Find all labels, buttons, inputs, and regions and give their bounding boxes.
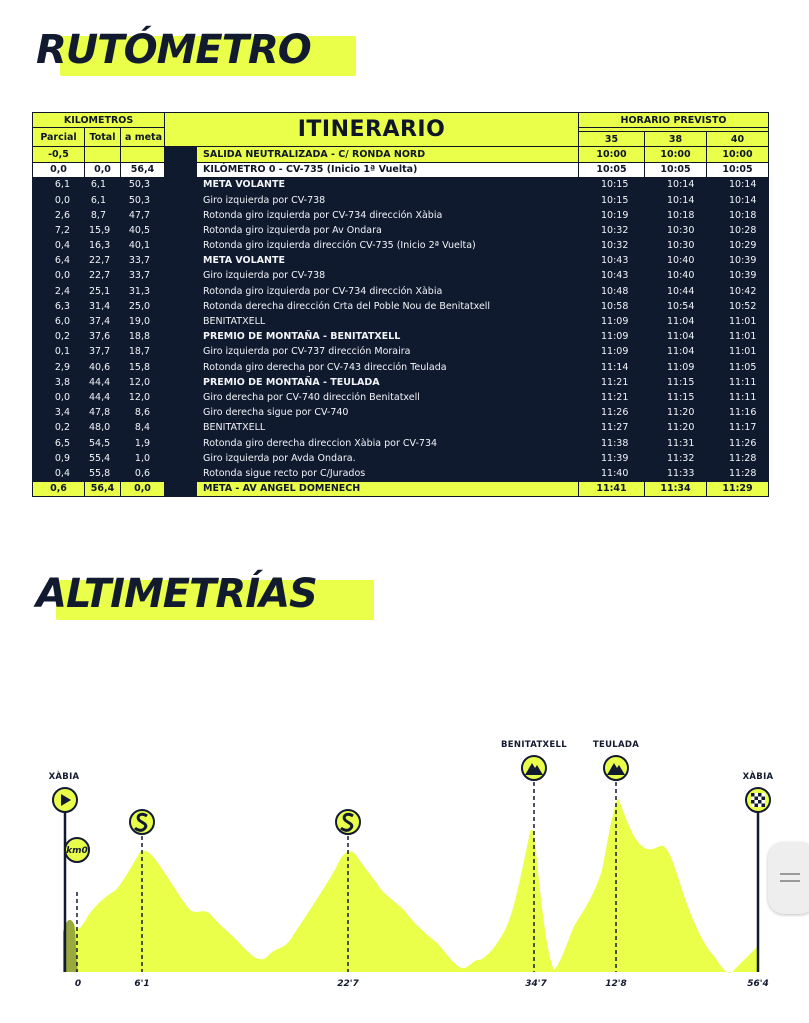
scheduled-time: 10:32 bbox=[579, 223, 645, 238]
speed-38: 38 bbox=[645, 132, 707, 147]
scheduled-time: 10:15 bbox=[579, 192, 645, 207]
row-gap bbox=[165, 299, 197, 314]
roadbook-row bbox=[33, 162, 769, 177]
row-gap bbox=[165, 420, 197, 435]
row-gap bbox=[165, 147, 197, 162]
km-total: 6,1 bbox=[85, 177, 121, 192]
scheduled-time: 11:11 bbox=[707, 375, 769, 390]
roadbook-rows bbox=[33, 147, 769, 496]
km-parcial: -0,5 bbox=[33, 147, 85, 162]
scheduled-time: 10:32 bbox=[579, 238, 645, 253]
scheduled-time: 10:39 bbox=[707, 253, 769, 268]
scheduled-time: 10:58 bbox=[579, 299, 645, 314]
km-a-meta: 40,5 bbox=[121, 223, 165, 238]
scheduled-time: 11:21 bbox=[579, 390, 645, 405]
roadbook-row bbox=[33, 435, 769, 450]
itinerary-description: Giro izquierda por CV-738 bbox=[197, 268, 579, 283]
row-gap bbox=[165, 451, 197, 466]
itinerary-description: Giro izquierda por CV-737 dirección Moraira bbox=[197, 344, 579, 359]
scheduled-time: 11:16 bbox=[707, 405, 769, 420]
roadbook-row bbox=[33, 451, 769, 466]
km-total: 37,4 bbox=[85, 314, 121, 329]
km-parcial: 0,0 bbox=[33, 268, 85, 283]
km-parcial: 6,0 bbox=[33, 314, 85, 329]
itinerary-description: KILÓMETRO 0 - CV-735 (Inicio 1ª Vuelta) bbox=[197, 162, 579, 177]
scheduled-time: 11:20 bbox=[645, 405, 707, 420]
itinerary-description: SALIDA NEUTRALIZADA - C/ RONDA NORD bbox=[197, 147, 579, 162]
itinerary-description: PREMIO DE MONTAÑA - TEULADA bbox=[197, 375, 579, 390]
km-parcial: 2,9 bbox=[33, 360, 85, 375]
km-parcial: 3,4 bbox=[33, 405, 85, 420]
roadbook-row bbox=[33, 284, 769, 299]
itinerary-header: ITINERARIO bbox=[165, 113, 579, 147]
scheduled-time: 11:28 bbox=[707, 466, 769, 481]
roadbook-row bbox=[33, 344, 769, 359]
scheduled-time: 10:14 bbox=[707, 177, 769, 192]
itinerary-description: Giro derecha sigue por CV-740 bbox=[197, 405, 579, 420]
km-total: 37,7 bbox=[85, 344, 121, 359]
row-gap bbox=[165, 208, 197, 223]
itinerary-description: META - AV ANGEL DOMENECH bbox=[197, 481, 579, 496]
profile-heading bbox=[36, 566, 317, 622]
scheduled-time: 10:43 bbox=[579, 268, 645, 283]
itinerary-description: BENITATXELL bbox=[197, 314, 579, 329]
km-parcial: 0,4 bbox=[33, 238, 85, 253]
start-icon bbox=[53, 788, 77, 812]
speed-40: 40 bbox=[707, 132, 769, 147]
km-total bbox=[85, 147, 121, 162]
scheduled-time: 11:09 bbox=[579, 329, 645, 344]
row-gap bbox=[165, 162, 197, 177]
scheduled-time: 10:00 bbox=[645, 147, 707, 162]
km-marker: 12'8 bbox=[605, 979, 627, 989]
scheduled-time: 11:01 bbox=[707, 329, 769, 344]
itinerary-description: Rotonda giro derecha por CV-743 dirección Teulada bbox=[197, 360, 579, 375]
roadbook-row bbox=[33, 481, 769, 496]
km-total: 16,3 bbox=[85, 238, 121, 253]
itinerary-description: Giro derecha por CV-740 dirección Benitatxell bbox=[197, 390, 579, 405]
km-a-meta: 15,8 bbox=[121, 360, 165, 375]
scheduled-time: 10:14 bbox=[645, 177, 707, 192]
km-marker: 22'7 bbox=[337, 979, 359, 989]
scheduled-time: 10:43 bbox=[579, 253, 645, 268]
km-total: 47,8 bbox=[85, 405, 121, 420]
scheduled-time: 11:34 bbox=[645, 481, 707, 496]
row-gap bbox=[165, 192, 197, 207]
roadbook-row bbox=[33, 420, 769, 435]
roadbook-row bbox=[33, 238, 769, 253]
km-a-meta: 50,3 bbox=[121, 177, 165, 192]
scheduled-time: 11:26 bbox=[707, 435, 769, 450]
km-parcial: 6,3 bbox=[33, 299, 85, 314]
itinerary-description: Rotonda giro derecha direccion Xàbia por CV-734 bbox=[197, 435, 579, 450]
km-marker: 0 bbox=[74, 979, 82, 989]
handle-grip bbox=[780, 880, 800, 882]
km-total: 25,1 bbox=[85, 284, 121, 299]
scheduled-time: 10:42 bbox=[707, 284, 769, 299]
km-total: 37,6 bbox=[85, 329, 121, 344]
itinerary-description: PREMIO DE MONTAÑA - BENITATXELL bbox=[197, 329, 579, 344]
scheduled-time: 11:11 bbox=[707, 390, 769, 405]
km-a-meta: 40,1 bbox=[121, 238, 165, 253]
km-total: 55,8 bbox=[85, 466, 121, 481]
roadbook-row bbox=[33, 147, 769, 162]
row-gap bbox=[165, 253, 197, 268]
finish-flag-icon bbox=[746, 788, 770, 812]
itinerary-description: Rotonda derecha dirección Crta del Poble Nou de Benitatxell bbox=[197, 299, 579, 314]
scheduled-time: 10:28 bbox=[707, 223, 769, 238]
km-header: KILOMETROS bbox=[33, 113, 165, 128]
itinerary-description: Rotonda giro izquierda dirección CV-735 (Inicio 2ª Vuelta) bbox=[197, 238, 579, 253]
row-gap bbox=[165, 284, 197, 299]
km-total: 22,7 bbox=[85, 268, 121, 283]
scheduled-time: 11:39 bbox=[579, 451, 645, 466]
mountain-icon bbox=[604, 756, 628, 780]
scheduled-time: 10:00 bbox=[579, 147, 645, 162]
profile-title: ALTIMETRÍAS bbox=[36, 571, 317, 617]
scheduled-time: 10:40 bbox=[645, 268, 707, 283]
itinerary-description: Rotonda giro izquierda por Av Ondara bbox=[197, 223, 579, 238]
scheduled-time: 11:01 bbox=[707, 344, 769, 359]
scheduled-time: 10:19 bbox=[579, 208, 645, 223]
km-a-meta: 12,0 bbox=[121, 375, 165, 390]
km-parcial: 0,0 bbox=[33, 192, 85, 207]
scheduled-time: 10:00 bbox=[707, 147, 769, 162]
roadbook-row bbox=[33, 375, 769, 390]
roadbook-heading bbox=[36, 22, 311, 78]
col-a-meta: a meta bbox=[121, 128, 165, 147]
row-gap bbox=[165, 223, 197, 238]
km-total: 48,0 bbox=[85, 420, 121, 435]
sprint-icon bbox=[336, 810, 360, 834]
speed-35: 35 bbox=[579, 132, 645, 147]
km-total: 44,4 bbox=[85, 375, 121, 390]
scheduled-time: 10:54 bbox=[645, 299, 707, 314]
roadbook-row bbox=[33, 390, 769, 405]
itinerary-description: Rotonda sigue recto por C/Jurados bbox=[197, 466, 579, 481]
climb-label-benitatxell: BENITATXELL bbox=[501, 740, 567, 750]
row-gap bbox=[165, 435, 197, 450]
km-total: 6,1 bbox=[85, 192, 121, 207]
km-a-meta: 33,7 bbox=[121, 268, 165, 283]
scheduled-time: 11:01 bbox=[707, 314, 769, 329]
scheduled-time: 10:05 bbox=[645, 162, 707, 177]
col-parcial: Parcial bbox=[33, 128, 85, 147]
km-parcial: 0,1 bbox=[33, 344, 85, 359]
km-a-meta bbox=[121, 147, 165, 162]
km-parcial: 0,4 bbox=[33, 466, 85, 481]
row-gap bbox=[165, 466, 197, 481]
roadbook-row bbox=[33, 314, 769, 329]
row-gap bbox=[165, 375, 197, 390]
km-marker: 56'4 bbox=[747, 979, 769, 989]
km-total: 15,9 bbox=[85, 223, 121, 238]
km-total: 44,4 bbox=[85, 390, 121, 405]
scheduled-time: 11:32 bbox=[645, 451, 707, 466]
roadbook-row bbox=[33, 405, 769, 420]
km-parcial: 6,4 bbox=[33, 253, 85, 268]
row-gap bbox=[165, 344, 197, 359]
finish-label: XÀBIA bbox=[742, 772, 774, 782]
km-a-meta: 18,7 bbox=[121, 344, 165, 359]
roadbook-row bbox=[33, 299, 769, 314]
km-parcial: 3,8 bbox=[33, 375, 85, 390]
sprint-icon bbox=[130, 810, 154, 834]
roadbook-row bbox=[33, 360, 769, 375]
scheduled-time: 10:52 bbox=[707, 299, 769, 314]
km-a-meta: 1,9 bbox=[121, 435, 165, 450]
roadbook-row bbox=[33, 268, 769, 283]
scheduled-time: 10:05 bbox=[707, 162, 769, 177]
km-parcial: 2,6 bbox=[33, 208, 85, 223]
km-a-meta: 25,0 bbox=[121, 299, 165, 314]
row-gap bbox=[165, 238, 197, 253]
km-a-meta: 8,6 bbox=[121, 405, 165, 420]
km-total: 31,4 bbox=[85, 299, 121, 314]
row-gap bbox=[165, 481, 197, 496]
km-parcial: 0,0 bbox=[33, 390, 85, 405]
km-total: 55,4 bbox=[85, 451, 121, 466]
roadbook-row bbox=[33, 223, 769, 238]
scheduled-time: 10:40 bbox=[645, 253, 707, 268]
row-gap bbox=[165, 314, 197, 329]
km-a-meta: 1,0 bbox=[121, 451, 165, 466]
row-gap bbox=[165, 390, 197, 405]
elevation-profile bbox=[0, 720, 809, 1000]
scheduled-time: 11:29 bbox=[707, 481, 769, 496]
row-gap bbox=[165, 360, 197, 375]
km-a-meta: 19,0 bbox=[121, 314, 165, 329]
elevation-area bbox=[63, 798, 758, 973]
scheduled-time: 11:28 bbox=[707, 451, 769, 466]
scheduled-time: 11:05 bbox=[707, 360, 769, 375]
scheduled-time: 11:09 bbox=[579, 314, 645, 329]
scheduled-time: 11:09 bbox=[645, 360, 707, 375]
itinerary-description: META VOLANTE bbox=[197, 177, 579, 192]
scheduled-time: 10:44 bbox=[645, 284, 707, 299]
roadbook-title: RUTÓMETRO bbox=[36, 27, 311, 73]
scheduled-time: 10:39 bbox=[707, 268, 769, 283]
scheduled-time: 11:15 bbox=[645, 375, 707, 390]
climb-label-teulada: TEULADA bbox=[592, 740, 640, 750]
scheduled-time: 11:31 bbox=[645, 435, 707, 450]
row-gap bbox=[165, 268, 197, 283]
km-total: 0,0 bbox=[85, 162, 121, 177]
roadbook-row bbox=[33, 208, 769, 223]
roadbook-row bbox=[33, 192, 769, 207]
km-a-meta: 18,8 bbox=[121, 329, 165, 344]
handle-grip bbox=[780, 873, 800, 875]
km-parcial: 0,0 bbox=[33, 162, 85, 177]
scheduled-time: 11:04 bbox=[645, 314, 707, 329]
roadbook-row bbox=[33, 177, 769, 192]
itinerary-description: Giro izquierda por Avda Ondara. bbox=[197, 451, 579, 466]
km-total: 56,4 bbox=[85, 481, 121, 496]
km-parcial: 0,9 bbox=[33, 451, 85, 466]
km-a-meta: 47,7 bbox=[121, 208, 165, 223]
scheduled-time: 11:04 bbox=[645, 329, 707, 344]
roadbook-row bbox=[33, 329, 769, 344]
scheduled-time: 11:38 bbox=[579, 435, 645, 450]
itinerary-description: META VOLANTE bbox=[197, 253, 579, 268]
scheduled-time: 11:27 bbox=[579, 420, 645, 435]
km-a-meta: 50,3 bbox=[121, 192, 165, 207]
km-parcial: 6,1 bbox=[33, 177, 85, 192]
scheduled-time: 10:14 bbox=[707, 192, 769, 207]
start-label: XÀBIA bbox=[48, 772, 80, 782]
scheduled-time: 11:14 bbox=[579, 360, 645, 375]
scheduled-time: 10:18 bbox=[645, 208, 707, 223]
km-parcial: 2,4 bbox=[33, 284, 85, 299]
km-a-meta: 8,4 bbox=[121, 420, 165, 435]
scheduled-time: 10:29 bbox=[707, 238, 769, 253]
row-gap bbox=[165, 177, 197, 192]
row-gap bbox=[165, 405, 197, 420]
scheduled-time: 11:21 bbox=[579, 375, 645, 390]
km-a-meta: 33,7 bbox=[121, 253, 165, 268]
km-a-meta: 0,6 bbox=[121, 466, 165, 481]
scheduled-time: 11:17 bbox=[707, 420, 769, 435]
km-total: 40,6 bbox=[85, 360, 121, 375]
col-total: Total bbox=[85, 128, 121, 147]
scheduled-time: 10:48 bbox=[579, 284, 645, 299]
roadbook-row bbox=[33, 466, 769, 481]
km-marker: 34'7 bbox=[525, 979, 547, 989]
mountain-icon bbox=[522, 756, 546, 780]
km0-label: km0 bbox=[66, 846, 88, 856]
scheduled-time: 11:33 bbox=[645, 466, 707, 481]
km-a-meta: 0,0 bbox=[121, 481, 165, 496]
km-a-meta: 56,4 bbox=[121, 162, 165, 177]
itinerary-description: Rotonda giro izquierda por CV-734 dirección Xàbia bbox=[197, 284, 579, 299]
scroll-handle[interactable] bbox=[768, 842, 809, 914]
scheduled-time: 10:18 bbox=[707, 208, 769, 223]
scheduled-time: 10:30 bbox=[645, 238, 707, 253]
km-marker: 6'1 bbox=[134, 979, 150, 989]
km-total: 54,5 bbox=[85, 435, 121, 450]
km-total: 8,7 bbox=[85, 208, 121, 223]
scheduled-time: 11:20 bbox=[645, 420, 707, 435]
km-parcial: 0,2 bbox=[33, 420, 85, 435]
scheduled-time: 10:30 bbox=[645, 223, 707, 238]
scheduled-time: 11:09 bbox=[579, 344, 645, 359]
km-a-meta: 31,3 bbox=[121, 284, 165, 299]
schedule-header: HORARIO PREVISTO bbox=[579, 113, 769, 128]
scheduled-time: 11:15 bbox=[645, 390, 707, 405]
scheduled-time: 11:04 bbox=[645, 344, 707, 359]
km-parcial: 6,5 bbox=[33, 435, 85, 450]
km-total: 22,7 bbox=[85, 253, 121, 268]
scheduled-time: 11:40 bbox=[579, 466, 645, 481]
scheduled-time: 10:05 bbox=[579, 162, 645, 177]
km-parcial: 7,2 bbox=[33, 223, 85, 238]
roadbook-table bbox=[32, 112, 769, 497]
scheduled-time: 10:15 bbox=[579, 177, 645, 192]
scheduled-time: 11:26 bbox=[579, 405, 645, 420]
itinerary-description: Giro izquierda por CV-738 bbox=[197, 192, 579, 207]
row-gap bbox=[165, 329, 197, 344]
itinerary-description: Rotonda giro izquierda por CV-734 dirección Xàbia bbox=[197, 208, 579, 223]
scheduled-time: 11:41 bbox=[579, 481, 645, 496]
km-parcial: 0,6 bbox=[33, 481, 85, 496]
roadbook-row bbox=[33, 253, 769, 268]
itinerary-description: BENITATXELL bbox=[197, 420, 579, 435]
km-parcial: 0,2 bbox=[33, 329, 85, 344]
scheduled-time: 10:14 bbox=[645, 192, 707, 207]
km-a-meta: 12,0 bbox=[121, 390, 165, 405]
